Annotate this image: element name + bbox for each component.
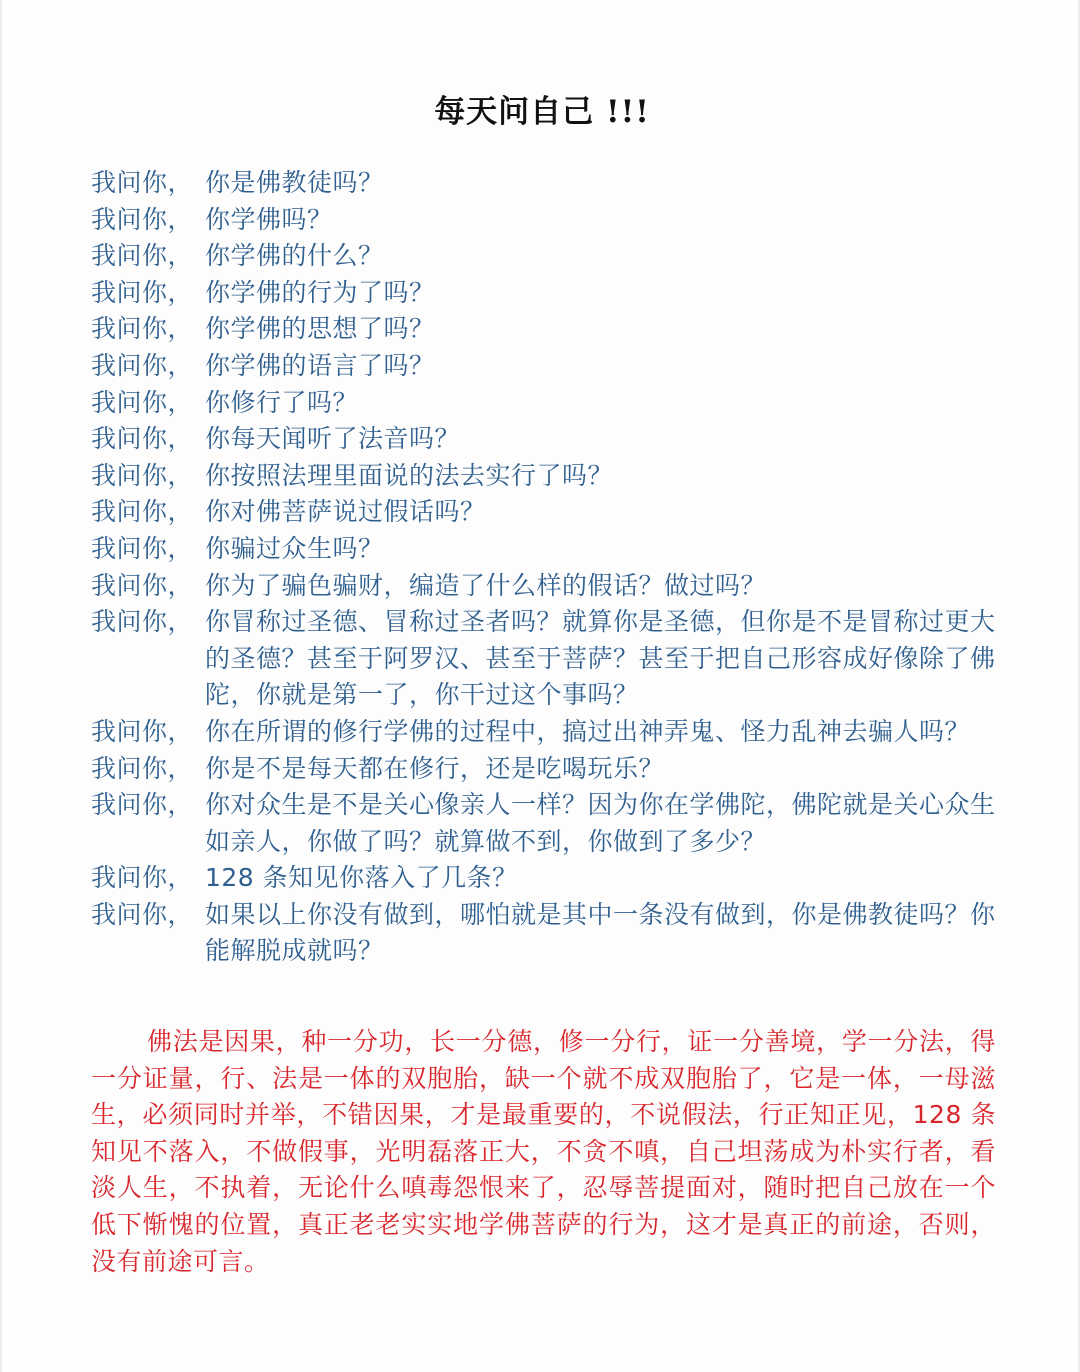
question-item — [91, 165, 1001, 202]
document-title: 每天问自己 !!! — [434, 94, 650, 130]
question-prefix: 我问你， — [91, 204, 194, 234]
question-item — [91, 348, 1001, 385]
question-text: 你学佛的行为了吗？ — [205, 277, 435, 307]
question-list — [91, 165, 1001, 970]
question-item — [91, 494, 1001, 531]
question-text: 你冒称过圣德、冒称过圣者吗？就算你是圣德，但你是不是冒称过更大的圣德？甚至于阿罗汉、甚至于菩萨？甚至于把自己形容成好像除了佛陀，你就是第一了，你干过这个事吗？ — [205, 607, 996, 710]
closing-paragraph: 佛法是因果，种一分功，长一分德，修一分行，证一分善境，学一分法，得一分证量，行、法是一体的双胞胎，缺一个就不成双胞胎了，它是一体，一母滋生，必须同时并举，不错因果，才是最重要的，不说假法，行正知正见，128 条知见不落入，不做假事，光明磊落正大，不贪不嗔，自己坦荡成为朴实行者，看淡人生，不执着，无论什么嗔毒怨恨来了，忍辱菩提面对，随时把自己放在一个低下惭愧的位置，真正老老实实地学佛菩萨的行为，这才是真正的前途，否则，没有前途可言。 — [91, 1027, 996, 1276]
question-text: 你为了骗色骗财，编造了什么样的假话？做过吗？ — [205, 570, 767, 600]
question-text: 你对佛菩萨说过假话吗？ — [205, 497, 486, 527]
question-prefix: 我问你， — [91, 497, 194, 527]
question-text: 你按照法理里面说的法去实行了吗？ — [205, 460, 614, 490]
question-prefix: 我问你， — [91, 716, 194, 746]
question-text: 你骗过众生吗？ — [205, 533, 384, 563]
question-prefix: 我问你， — [91, 314, 194, 344]
question-item — [91, 202, 1001, 239]
question-text: 你修行了吗？ — [205, 387, 359, 417]
question-prefix: 我问你， — [91, 899, 194, 929]
question-text: 你学佛的什么？ — [205, 241, 384, 271]
question-item — [91, 311, 1001, 348]
question-text: 你是佛教徒吗？ — [205, 168, 384, 197]
question-prefix: 我问你， — [91, 460, 194, 490]
question-text: 你学佛吗？ — [205, 204, 333, 234]
question-prefix: 我问你， — [91, 607, 194, 637]
question-prefix: 我问你， — [91, 863, 194, 893]
question-item — [91, 897, 1001, 970]
question-item — [91, 787, 1001, 860]
question-prefix: 我问你， — [91, 533, 194, 563]
question-text: 你每天闻听了法音吗？ — [205, 424, 461, 454]
question-text: 你在所谓的修行学佛的过程中，搞过出神弄鬼、怪力乱神去骗人吗？ — [205, 716, 971, 746]
question-prefix: 我问你， — [91, 168, 194, 197]
question-item — [91, 421, 1001, 458]
question-item — [91, 714, 1001, 751]
question-text: 如果以上你没有做到，哪怕就是其中一条没有做到，你是佛教徒吗？你能解脱成就吗？ — [205, 899, 996, 966]
question-prefix: 我问你， — [91, 350, 194, 380]
question-item — [91, 385, 1001, 422]
question-prefix: 我问你， — [91, 570, 194, 600]
question-text: 你学佛的语言了吗？ — [205, 350, 435, 380]
question-prefix: 我问你， — [91, 241, 194, 271]
question-item — [91, 531, 1001, 568]
question-item — [91, 860, 1001, 897]
question-item — [91, 604, 1001, 714]
question-item — [91, 751, 1001, 788]
question-item — [91, 458, 1001, 495]
question-text: 你学佛的思想了吗？ — [205, 314, 435, 344]
question-prefix: 我问你， — [91, 277, 194, 307]
question-prefix: 我问你， — [91, 424, 194, 454]
question-item — [91, 238, 1001, 275]
question-prefix: 我问你， — [91, 790, 194, 820]
question-text: 你是不是每天都在修行，还是吃喝玩乐？ — [205, 753, 665, 783]
question-prefix: 我问你， — [91, 753, 194, 783]
question-text: 你对众生是不是关心像亲人一样？因为你在学佛陀，佛陀就是关心众生如亲人，你做了吗？就算做不到，你做到了多少？ — [205, 790, 996, 856]
question-item — [91, 275, 1001, 312]
question-item — [91, 568, 1001, 605]
question-text: 128 条知见你落入了几条？ — [205, 863, 518, 893]
question-prefix: 我问你， — [91, 387, 194, 417]
